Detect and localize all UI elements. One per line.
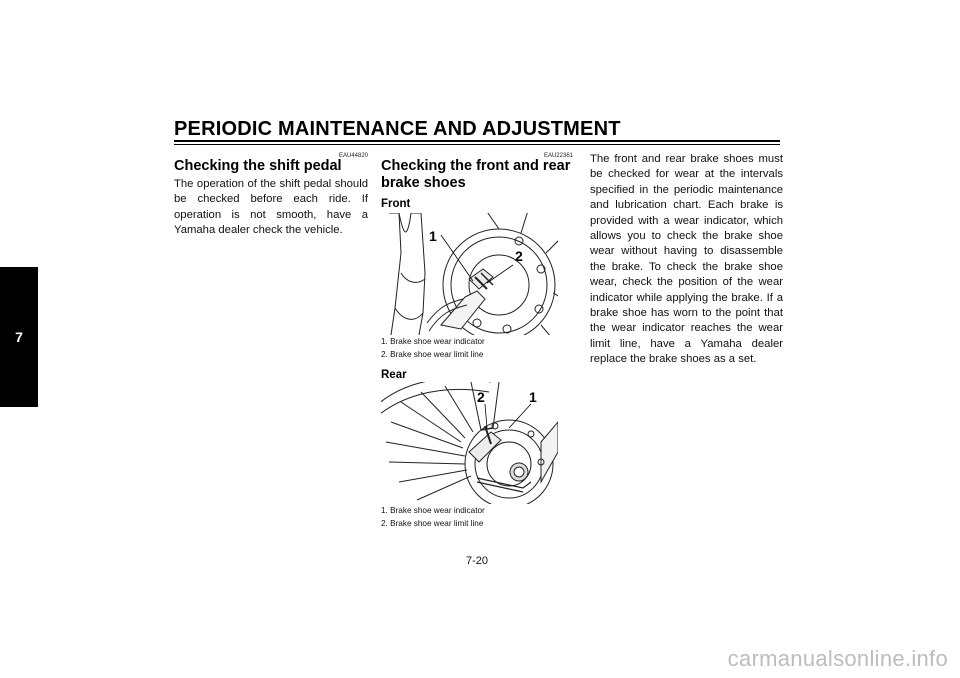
chapter-tab: 7 <box>0 267 38 407</box>
page-header-title: PERIODIC MAINTENANCE AND ADJUSTMENT <box>174 118 621 140</box>
callout-label: 2 <box>515 248 523 264</box>
front-brake-illustration <box>381 213 558 335</box>
section-code: EAU22361 <box>543 153 573 159</box>
figure-caption <box>381 335 485 361</box>
watermark: carmanualsonline.info <box>727 646 948 671</box>
heading-line: brake shoes <box>381 175 466 191</box>
header-rule <box>174 140 780 142</box>
caption-line: 1. Brake shoe wear indicator <box>381 337 485 346</box>
section-heading-brake-shoes <box>381 158 581 192</box>
shift-pedal-body: The operation of the shift pedal should be checked before each ride. If operation is not smooth, have a Yamaha dealer check the vehicle. <box>174 178 368 237</box>
callout-label: 1 <box>429 228 437 244</box>
section-code: EAU44820 <box>338 153 368 159</box>
rear-brake-drawing <box>381 382 558 504</box>
callout-label: 1 <box>529 389 537 405</box>
brake-shoes-body: The front and rear brake shoes must be checked for wear at the intervals specified in the periodic maintenance and lubrication chart. Each brake is provided with a wear indicator, which allows you to check the brake shoe wear without having to disassemble the brake. To check the brake shoe wear, check the position of the wear indicator while applying the brake. If a brake shoe has worn to the point that the wear indicator reaches the wear limit line, have a Yamaha dealer replace the brake shoes as a set. <box>590 153 783 366</box>
rear-label: Rear <box>381 369 407 381</box>
rear-brake-illustration <box>381 382 558 504</box>
caption-line: 2. Brake shoe wear limit line <box>381 350 484 359</box>
section-heading-shift-pedal: Checking the shift pedal <box>174 158 342 174</box>
page-number: 7-20 <box>466 555 489 567</box>
figure-caption <box>381 504 485 530</box>
callout-label: 2 <box>477 389 485 405</box>
caption-line: 2. Brake shoe wear limit line <box>381 519 484 528</box>
header-rule-thin <box>174 144 780 145</box>
caption-line: 1. Brake shoe wear indicator <box>381 506 485 515</box>
front-label: Front <box>381 198 411 210</box>
heading-line: Checking the front and rear <box>381 158 571 174</box>
front-brake-drawing <box>381 213 558 335</box>
